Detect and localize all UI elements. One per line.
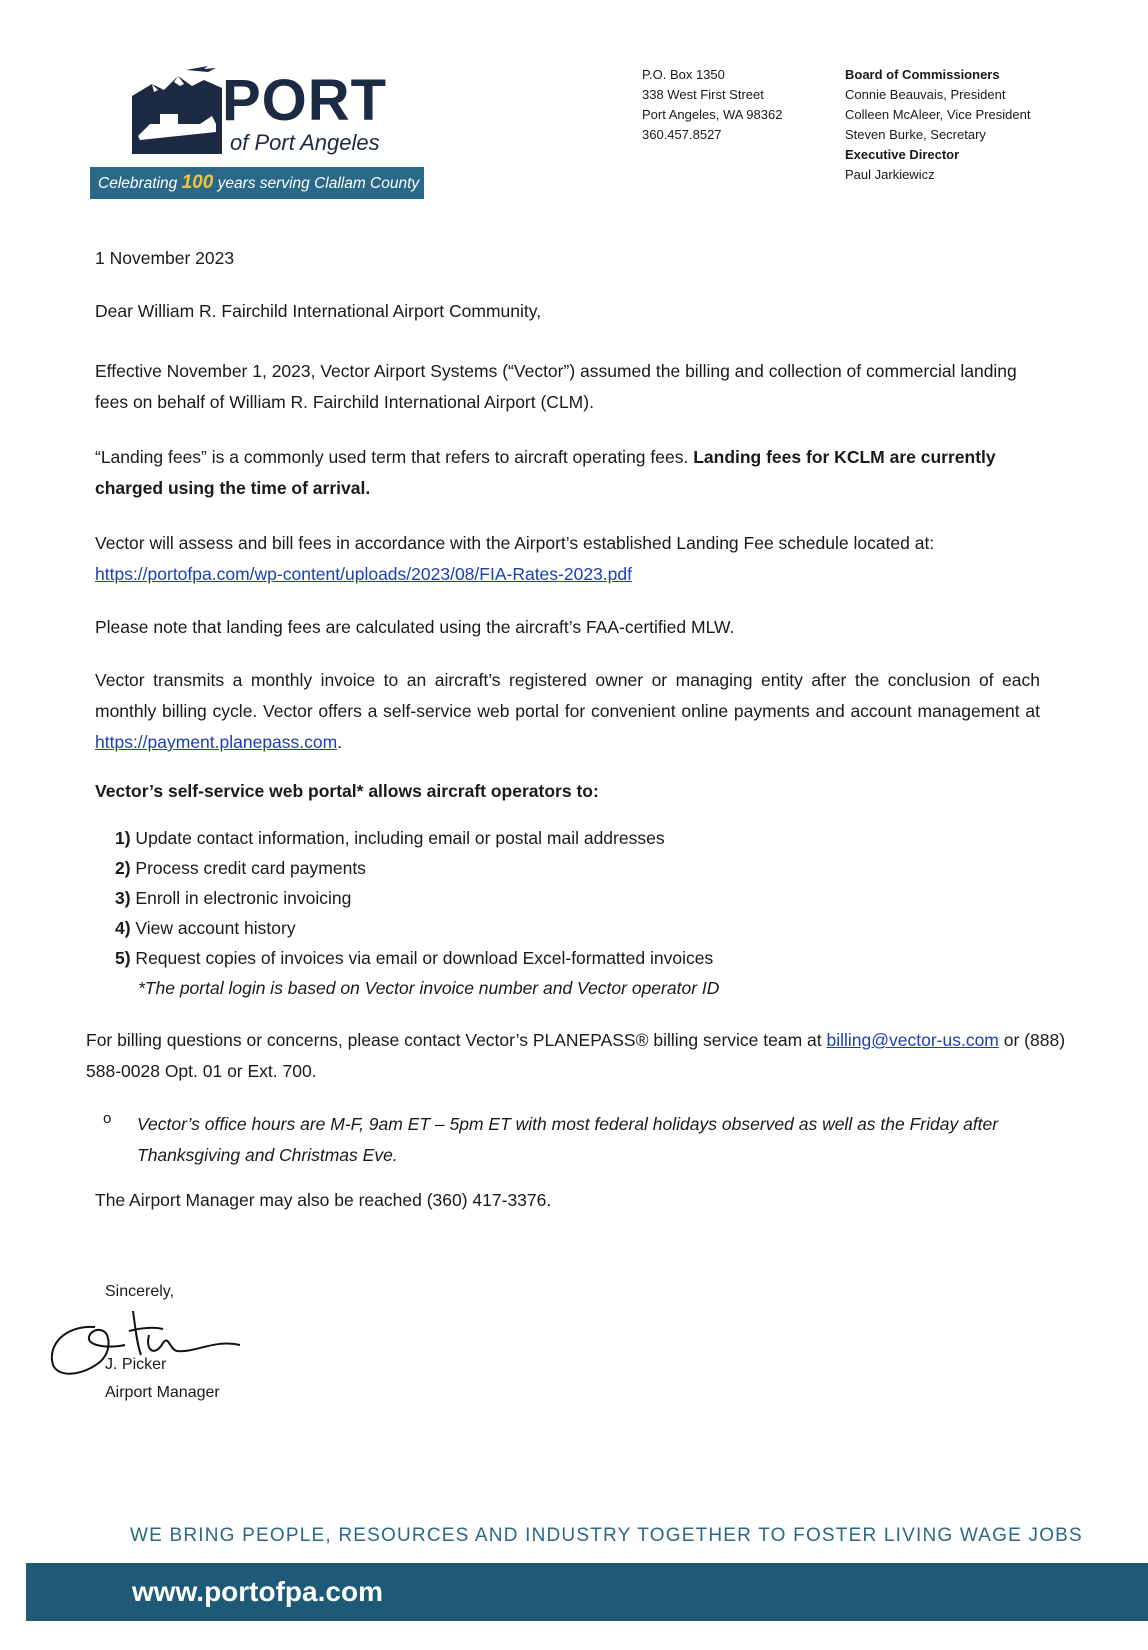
logo-name: PORT	[222, 68, 388, 133]
office-hours: Vector’s office hours are M-F, 9am ET – 5pm ET with most federal holidays observed as well as the Friday after Thanksgiving and Christmas Eve.	[137, 1114, 999, 1165]
letter-greeting: Dear William R. Fairchild International Airport Community,	[95, 301, 542, 321]
banner-number: 100	[181, 172, 214, 193]
board-member: Connie Beauvais, President	[845, 87, 1006, 102]
list-text: Process credit card payments	[130, 858, 366, 878]
port-logo-icon	[130, 66, 230, 156]
list-text: View account history	[130, 918, 296, 938]
address-line: 338 West First Street	[642, 87, 764, 102]
banner-text-post: years serving Clallam County	[213, 175, 420, 192]
director-heading: Executive Director	[845, 147, 960, 162]
board-of-commissioners	[845, 65, 1030, 185]
paragraph-landing-fees	[95, 442, 1045, 504]
board-member: Steven Burke, Secretary	[845, 127, 986, 142]
list-number: 5)	[115, 948, 131, 968]
list-number: 1)	[115, 828, 131, 848]
address-line: P.O. Box 1350	[642, 67, 725, 82]
portal-features-heading: Vector’s self-service web portal* allows aircraft operators to:	[95, 781, 599, 801]
paragraph-text: or (888) 588-0028 Opt. 01 or Ext. 700.	[86, 1030, 1066, 1081]
executive-director: Paul Jarkiewicz	[845, 167, 935, 182]
mailing-address	[642, 65, 782, 145]
billing-email-link[interactable]: billing@vector-us.com	[826, 1030, 999, 1050]
list-number: 4)	[115, 918, 131, 938]
signer-title: Airport Manager	[105, 1384, 220, 1401]
list-number: 3)	[115, 888, 131, 908]
paragraph-bold-text: Landing fees for KCLM are currently charged using the time of arrival.	[95, 447, 996, 498]
paragraph-text: Vector transmits a monthly invoice to an aircraft’s registered owner or managing entity after the conclusion of each monthly billing cycle. Vector offers a self-service web portal for convenient online payments and account management at	[95, 670, 1040, 721]
signer-name: J. Picker	[105, 1356, 167, 1373]
fee-schedule-link[interactable]: https://portofpa.com/wp-content/uploads/2023/08/FIA-Rates-2023.pdf	[95, 564, 632, 584]
list-item	[115, 883, 713, 913]
list-text: Update contact information, including email or postal mail addresses	[130, 828, 665, 848]
list-item	[115, 823, 713, 853]
list-item	[115, 913, 713, 943]
paragraph-effective-date: Effective November 1, 2023, Vector Airport Systems (“Vector”) assumed the billing and collection of commercial landing fees on behalf of William R. Fairchild International Airport (CLM).	[95, 361, 1017, 412]
board-heading: Board of Commissioners	[845, 67, 1000, 82]
board-member: Colleen McAleer, Vice President	[845, 107, 1031, 122]
letter-date: 1 November 2023	[95, 248, 235, 268]
portal-footnote: *The portal login is based on Vector invoice number and Vector operator ID	[138, 978, 720, 998]
banner-text-pre: Celebrating	[98, 175, 182, 192]
list-item	[115, 943, 713, 973]
paragraph-text: For billing questions or concerns, please contact Vector’s PLANEPASS® billing service team at	[86, 1030, 827, 1050]
payment-portal-link[interactable]: https://payment.planepass.com	[95, 732, 338, 752]
paragraph-invoice	[95, 665, 1040, 758]
portal-features-list	[115, 823, 713, 973]
paragraph-billing-contact	[86, 1025, 1086, 1087]
footer-tagline: WE BRING PEOPLE, RESOURCES AND INDUSTRY TOGETHER TO FOSTER LIVING WAGE JOBS	[130, 1525, 1083, 1546]
centennial-banner	[90, 167, 424, 199]
paragraph-text: Vector will assess and bill fees in accordance with the Airport’s established Landing Fee schedule located at:	[95, 533, 935, 553]
list-text: Enroll in electronic invoicing	[130, 888, 352, 908]
bullet-marker: o	[103, 1110, 112, 1127]
closing: Sincerely,	[105, 1283, 175, 1300]
phone-number: 360.457.8527	[642, 127, 722, 142]
paragraph-text: “Landing fees” is a commonly used term that refers to aircraft operating fees.	[95, 447, 694, 467]
list-number: 2)	[115, 858, 131, 878]
airport-manager-contact: The Airport Manager may also be reached (360) 417-3376.	[95, 1190, 552, 1210]
paragraph-end: .	[337, 732, 343, 752]
footer-website-link[interactable]: www.portofpa.com	[132, 1576, 383, 1607]
list-item	[115, 853, 713, 883]
logo-subtitle: of Port Angeles	[230, 130, 380, 155]
list-text: Request copies of invoices via email or download Excel-formatted invoices	[130, 948, 714, 968]
paragraph-mlw-note: Please note that landing fees are calculated using the aircraft’s FAA-certified MLW.	[95, 617, 735, 637]
paragraph-fee-schedule	[95, 528, 1045, 590]
address-line: Port Angeles, WA 98362	[642, 107, 783, 122]
